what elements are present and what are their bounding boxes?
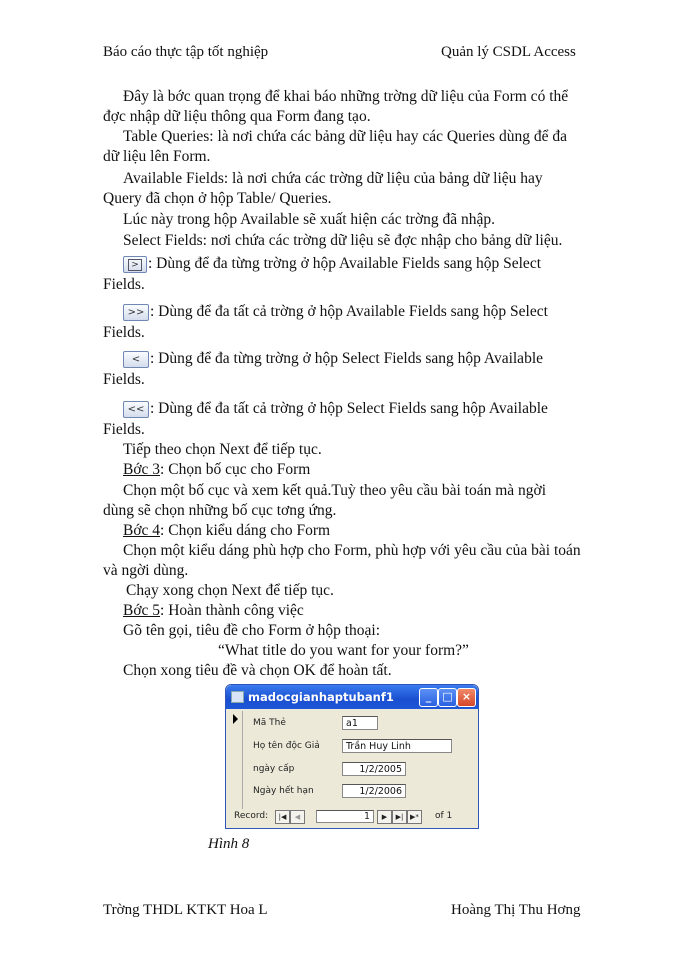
next-record-button[interactable]: ▶: [377, 810, 392, 824]
para-line: Đây là bớc quan trọng để khai báo những trờng dữ liệu của Form có thể: [123, 88, 569, 105]
quoted-dialog-title: “What title do you want for your form?”: [218, 642, 469, 659]
para-line: Available Fields: là nơi chứa các trờng dữ liệu của bảng dữ liệu hay: [123, 170, 543, 187]
record-total: of 1: [435, 811, 453, 821]
para-line: Fields.: [103, 371, 145, 388]
previous-record-button[interactable]: ◀: [290, 810, 305, 824]
para-line: Query đã chọn ở hộp Table/ Queries.: [103, 190, 332, 207]
header-left: Báo cáo thực tập tốt nghiệp: [103, 44, 269, 60]
form-icon: [231, 691, 244, 703]
field-label-ho-ten: Họ tên độc Giả: [253, 741, 320, 751]
para-line: Select Fields: nơi chứa các trờng dữ liệu sẽ đợc nhập cho bảng dữ liệu.: [123, 232, 563, 249]
field-label-ngay-het-han: Ngày hết hạn: [253, 786, 314, 796]
para-line: và ngời dùng.: [103, 562, 189, 579]
window-title: madocgianhaptubanf1: [248, 690, 394, 704]
para-line: Fields.: [103, 421, 145, 438]
para-line: Chọn một bố cục và xem kết quả.Tuỳ theo yêu cầu bài toán mà ngời: [123, 482, 547, 499]
step-heading: Bớc 3: Chọn bố cục cho Form: [123, 461, 311, 478]
step-heading: Bớc 5: Hoàn thành công việc: [123, 602, 304, 619]
para-line: Gõ tên gọi, tiêu đề cho Form ở hộp thoại:: [123, 622, 381, 639]
para-line: Fields.: [103, 276, 145, 293]
step-label: Bớc 4: [123, 522, 161, 539]
footer-right: Hoàng Thị Thu Hơng: [451, 902, 581, 918]
last-record-button[interactable]: ▶|: [392, 810, 407, 824]
ngay-cap-input[interactable]: 1/2/2005: [342, 762, 406, 776]
move-one-right-button-icon: >: [123, 256, 147, 273]
record-navigation-bar: [230, 809, 474, 825]
ma-the-input[interactable]: a1: [342, 716, 378, 730]
para-line: Tiếp theo chọn Next để tiếp tục.: [123, 441, 322, 458]
move-all-left-button-icon: <<: [123, 401, 149, 418]
button-description-line: << : Dùng để đa tất cả trờng ở hộp Select Fields sang hộp Available: [123, 399, 548, 419]
minimize-button[interactable]: _: [419, 688, 438, 707]
access-form-window: [225, 684, 479, 829]
para-line: đợc nhập dữ liệu thông qua Form đang tạo.: [103, 108, 371, 125]
current-record-arrow-icon: [233, 714, 238, 724]
para-line: Chọn xong tiêu đề và chọn OK để hoàn tất.: [123, 662, 392, 679]
para-line: Lúc này trong hộp Available sẽ xuất hiện các trờng đã nhập.: [123, 211, 496, 228]
ngay-het-han-input[interactable]: 1/2/2006: [342, 784, 406, 798]
step-label: Bớc 5: [123, 602, 161, 619]
first-record-button[interactable]: |◀: [275, 810, 290, 824]
close-button[interactable]: ×: [457, 688, 476, 707]
window-titlebar: [226, 685, 478, 709]
ho-ten-input[interactable]: Trần Huy Linh: [342, 739, 452, 753]
button-description-line: > : Dùng để đa từng trờng ở hộp Available Fields sang hộp Select: [123, 254, 541, 274]
figure-caption: Hình 8: [208, 836, 250, 852]
new-record-button[interactable]: ▶*: [407, 810, 422, 824]
record-number-input[interactable]: 1: [316, 810, 374, 823]
move-one-left-button-icon: <: [123, 351, 149, 368]
para-line: Fields.: [103, 324, 145, 341]
field-label-ngay-cap: ngày cấp: [253, 764, 295, 774]
para-line: Chạy xong chọn Next để tiếp tục.: [126, 582, 334, 599]
maximize-button[interactable]: □: [438, 688, 457, 707]
header-right: Quản lý CSDL Access: [441, 44, 576, 60]
footer-left: Trờng THDL KTKT Hoa L: [103, 902, 268, 918]
step-heading: Bớc 4: Chọn kiểu dáng cho Form: [123, 522, 331, 539]
para-line: dùng sẽ chọn những bố cục tơng ứng.: [103, 502, 337, 519]
button-description-line: >> : Dùng để đa tất cả trờng ở hộp Available Fields sang hộp Select: [123, 302, 548, 322]
step-label: Bớc 3: [123, 461, 161, 478]
move-all-right-button-icon: >>: [123, 304, 149, 321]
para-line: Chọn một kiểu dáng phù hợp cho Form, phù hợp với yêu cầu của bài toán: [123, 542, 581, 559]
field-label-ma-the: Mã Thẻ: [253, 718, 286, 728]
para-line: dữ liệu lên Form.: [103, 148, 211, 165]
para-line: Table Queries: là nơi chứa các bảng dữ liệu hay các Queries dùng để đa: [123, 128, 567, 145]
record-label: Record:: [234, 811, 269, 821]
button-description-line: < : Dùng để đa từng trờng ở hộp Select Fields sang hộp Available: [123, 349, 543, 369]
record-selector[interactable]: [230, 711, 243, 809]
